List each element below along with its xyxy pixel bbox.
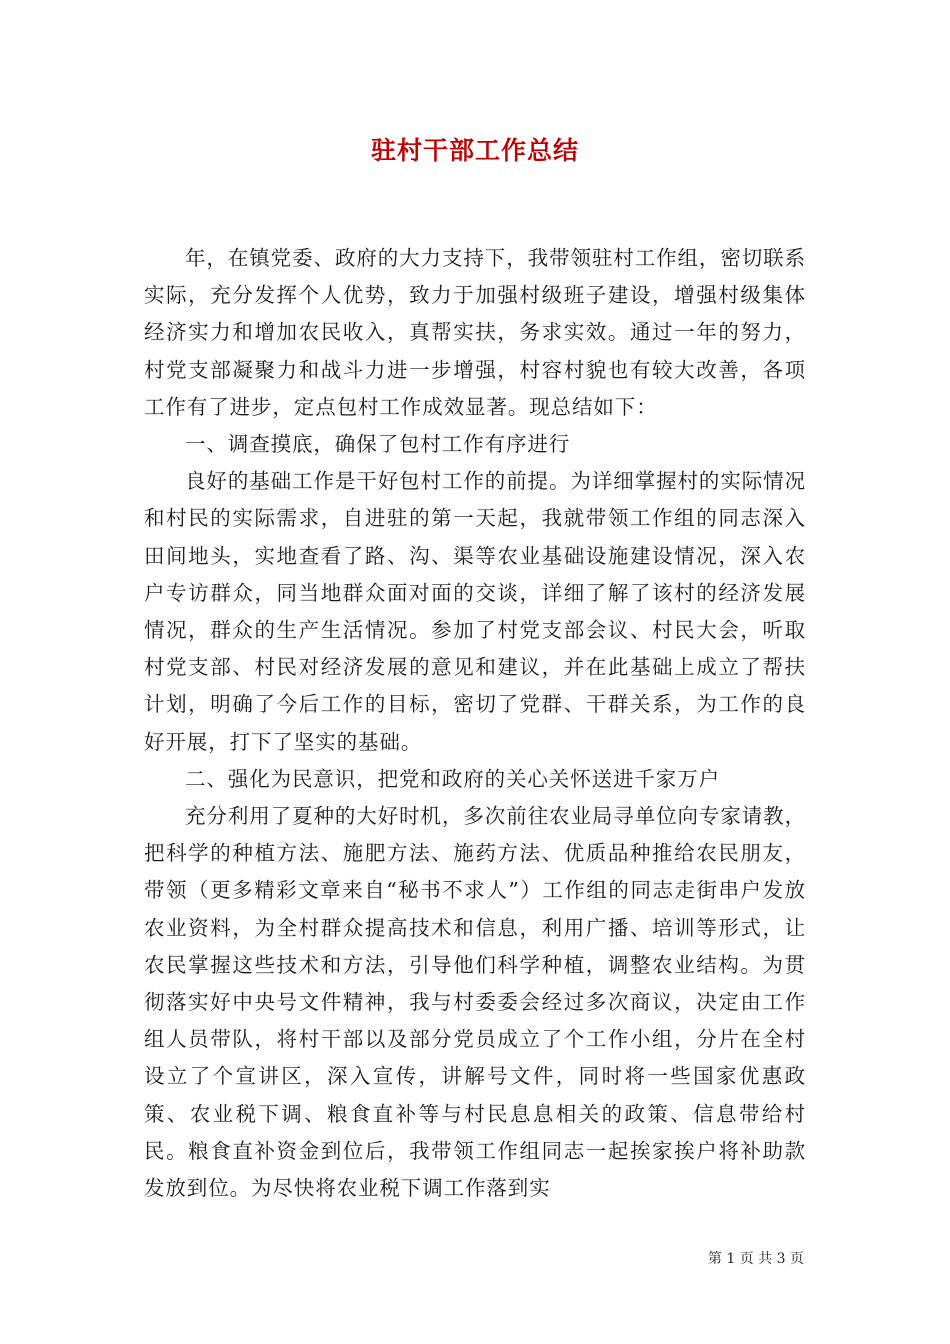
paragraph-intro: 年，在镇党委、政府的大力支持下，我带领驻村工作组，密切联系实际，充分发挥个人优势，致力于加强村级班子建设，增强村级集体经济实力和增加农民收入，真帮实扶，务求实效。通过一年的努力，村党支部凝聚力和战斗力进一步增强，村容村貌也有较大改善，各项工作有了进步，定点包村工作成效显著。现总结如下： [144, 246, 806, 419]
section-heading-2: 二、强化为民意识，把党和政府的关心关怀送进千家万户 [185, 766, 720, 791]
page-title: 驻村干部工作总结 [370, 136, 579, 165]
document-body [144, 240, 806, 1207]
paragraph-section-2: 充分利用了夏种的大好时机，多次前往农业局寻单位向专家请教，把科学的种植方法、施肥方法、施药方法、优质品种推给农民朋友，带领（更多精彩文章来自“秘书不求人”）工作组的同志走街串户发放农业资料，为全村群众提高技术和信息，利用广播、培训等形式，让农民掌握这些技术和方法，引导他们科学种植，调整农业结构。为贯彻落实好中央号文件精神，我与村委委会经过多次商议，决定由工作组人员带队，将村干部以及部分党员成立了个工作小组，分片在全村设立了个宣讲区，深入宣传，讲解号文件，同时将一些国家优惠政策、农业税下调、粮食直补等与村民息息相关的政策、信息带给村民。粮食直补资金到位后，我带领工作组同志一起挨家挨户将补助款发放到位。为尽快将农业税下调工作落到实 [144, 804, 806, 1201]
paragraph-section-1: 良好的基础工作是干好包村工作的前提。为详细掌握村的实际情况和村民的实际需求，自进驻的第一天起，我就带领工作组的同志深入田间地头，实地查看了路、沟、渠等农业基础设施建设情况，深入农户专访群众，同当地群众面对面的交谈，详细了解了该村的经济发展情况，群众的生产生活情况。参加了村党支部会议、村民大会，听取村党支部、村民对经济发展的意见和建议，并在此基础上成立了帮扶计划，明确了今后工作的目标，密切了党群、干群关系，为工作的良好开展，打下了坚实的基础。 [144, 469, 806, 754]
page-number: 第 1 页 共 3 页 [707, 1251, 804, 1267]
section-heading-1: 一、调查摸底，确保了包村工作有序进行 [185, 432, 571, 457]
